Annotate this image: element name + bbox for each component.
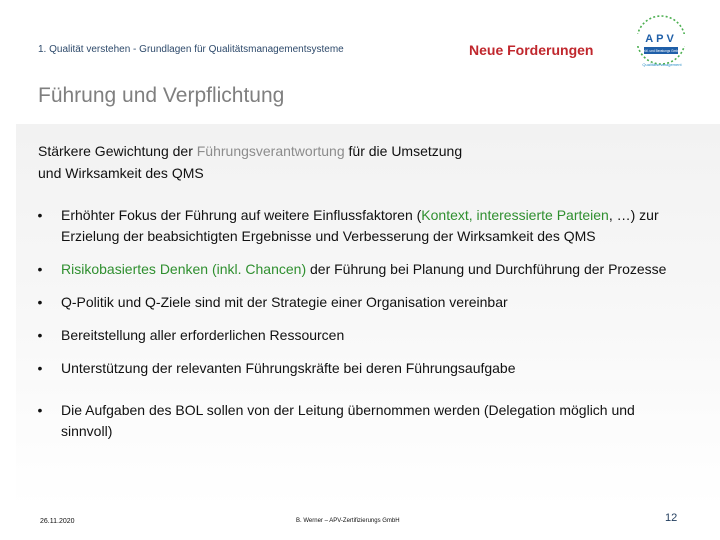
- bullet-text: der Führung bei Planung und Durchführung der Prozesse: [306, 261, 667, 277]
- bullet-text: Erhöhter Fokus der Führung auf weitere Einflussfaktoren (: [61, 207, 422, 223]
- bullet-item: [30, 325, 680, 346]
- logo-text: APV: [645, 33, 677, 45]
- footer-author: B. Werner – APV-Zertifizierungs GmbH: [296, 518, 400, 524]
- bullet-marker: •: [37, 207, 43, 223]
- subtitle-line2: und Wirksamkeit des QMS: [38, 165, 204, 181]
- bullet-text: Unterstützung der relevanten Führungskräfte bei deren Führungsaufgabe: [61, 360, 516, 376]
- section-tag: Neue Forderungen: [469, 42, 594, 58]
- slide-title: Führung und Verpflichtung: [38, 84, 285, 107]
- subtitle-part1: Stärkere Gewichtung der: [38, 143, 197, 159]
- bullet-marker: •: [37, 294, 43, 310]
- bullet-item: [30, 292, 680, 313]
- logo-subtitle: Prüf- und Beratungs GmbH: [641, 49, 681, 53]
- breadcrumb: 1. Qualität verstehen - Grundlagen für Qualitätsmanagementsysteme: [38, 44, 344, 55]
- bullet-highlight: Kontext, interessierte Parteien: [421, 207, 609, 223]
- logo-tagline: Qualitätsmanagement: [642, 62, 682, 67]
- bullet-text: , …) zur Erzielung der beabsichtigten Ergebnisse und Verbesserung der Wirksamkeit des QMS: [61, 207, 659, 244]
- bullet-list: [30, 205, 680, 442]
- subtitle-part2: für die Umsetzung: [344, 143, 463, 159]
- slide-subtitle: [38, 140, 598, 184]
- bullet-highlight: Risikobasiertes Denken (inkl. Chancen): [61, 261, 307, 277]
- bullet-item: [30, 400, 680, 442]
- bullet-text: Bereitstellung aller erforderlichen Ressourcen: [61, 327, 345, 343]
- bullet-marker: •: [37, 402, 43, 418]
- bullet-marker: •: [37, 360, 43, 376]
- bullet-text: Die Aufgaben des BOL sollen von der Leitung übernommen werden (Delegation möglich und sinnvoll): [61, 402, 635, 439]
- bullet-marker: •: [37, 327, 43, 343]
- bullet-item: [30, 358, 680, 379]
- subtitle-highlight: Führungsverantwortung: [196, 143, 345, 159]
- page-number: 12: [665, 512, 678, 524]
- bullet-marker: •: [37, 261, 43, 277]
- bullet-item: [30, 205, 680, 247]
- bullet-item: [30, 259, 680, 280]
- bullet-text: Q-Politik und Q-Ziele sind mit der Strategie einer Organisation vereinbar: [61, 294, 508, 310]
- footer-date: 26.11.2020: [40, 518, 75, 525]
